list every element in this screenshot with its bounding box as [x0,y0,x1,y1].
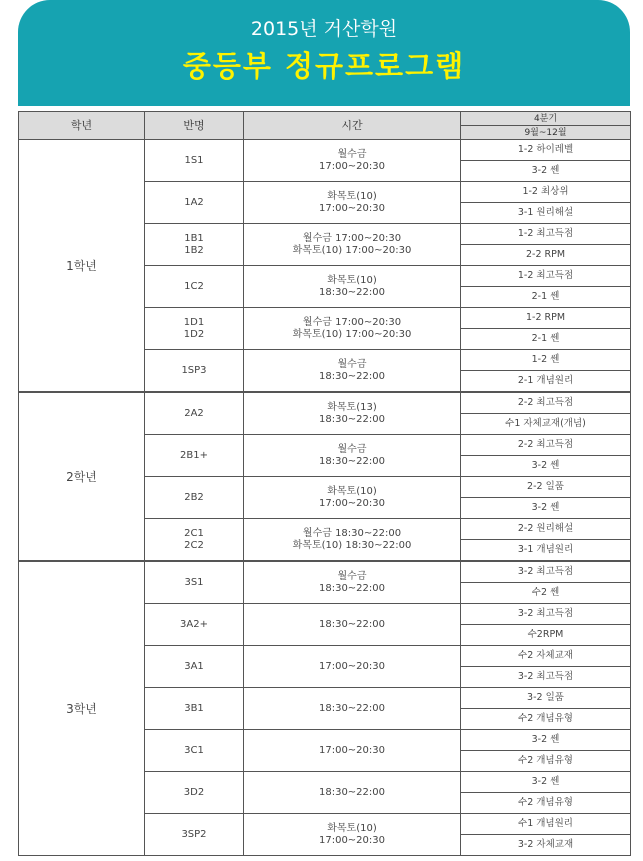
class-time: 화목토(10) 17:00~20:30 [292,328,412,340]
class-time-cell [244,140,461,182]
class-time: 월수금 18:30~22:00 [302,527,402,539]
course-cell: 수2 쎈 [461,583,631,604]
header-time: 시간 [244,112,461,140]
grade-cell: 1학년 [19,140,145,393]
class-name: 1D1 [183,316,205,328]
course-cell: 1-2 최고득점 [461,224,631,245]
course-cell: 3-2 쎈 [461,161,631,182]
course-cell: 3-2 최고득점 [461,667,631,688]
course-cell: 수2RPM [461,625,631,646]
course-cell: 3-2 최고득점 [461,561,631,583]
schedule-table [18,111,631,856]
class-time-cell [244,392,461,435]
class-time-cell [244,646,461,688]
class-name: 3A1 [184,660,204,672]
course-cell: 2-2 원리해설 [461,519,631,540]
class-time-cell [244,730,461,772]
class-name-cell [145,435,244,477]
class-time: 18:30~22:00 [318,286,385,298]
class-name: 3SP2 [181,828,207,840]
class-name: 1SP3 [181,364,207,376]
course-cell: 2-1 쎈 [461,329,631,350]
class-name-cell [145,730,244,772]
course-cell: 3-2 자체교재 [461,835,631,856]
program-title: 중등부 정규프로그램 [182,49,466,83]
class-time: 월수금 [337,358,367,370]
class-name: 2A2 [184,407,204,419]
course-cell: 2-1 개념원리 [461,371,631,393]
course-cell: 수2 개념유형 [461,793,631,814]
class-time: 월수금 [337,443,367,455]
course-cell: 2-1 쎈 [461,287,631,308]
course-cell: 3-2 최고득점 [461,604,631,625]
schedule-table-wrapper [18,111,630,856]
class-time: 17:00~20:30 [318,660,385,672]
course-cell: 1-2 하이레벨 [461,140,631,161]
class-time: 화목토(13) [327,401,377,413]
class-name-cell [145,350,244,393]
course-cell: 2-2 RPM [461,245,631,266]
course-cell: 1-2 최고득점 [461,266,631,287]
grade-cell: 2학년 [19,392,145,561]
class-name-cell [145,561,244,604]
class-time-cell [244,688,461,730]
class-name-cell [145,266,244,308]
table-row [19,140,631,161]
class-name: 1C2 [184,280,204,292]
class-time: 월수금 [337,148,367,160]
course-cell: 1-2 쎈 [461,350,631,371]
class-name: 2C1 [184,527,204,539]
header-months: 9월~12월 [461,126,631,140]
class-name: 3D2 [183,786,205,798]
class-time: 17:00~20:30 [318,497,385,509]
year-title: 2015년 거산학원 [250,18,398,40]
course-cell: 3-2 일품 [461,688,631,709]
class-time: 월수금 17:00~20:30 [302,316,402,328]
class-time-cell [244,814,461,856]
class-time-cell [244,224,461,266]
class-time: 화목토(10) [327,822,377,834]
table-row [19,392,631,414]
class-time: 18:30~22:00 [318,413,385,425]
class-name: 1S1 [184,154,204,166]
course-cell: 수2 자체교재 [461,646,631,667]
class-name-cell [145,772,244,814]
table-row [19,561,631,583]
course-cell: 3-2 쎈 [461,772,631,793]
class-name: 3C1 [184,744,204,756]
class-time: 18:30~22:00 [318,786,385,798]
class-time: 18:30~22:00 [318,618,385,630]
class-time-cell [244,477,461,519]
class-name-cell [145,519,244,562]
class-name: 3S1 [184,576,204,588]
class-name: 1B2 [184,244,204,256]
class-time: 17:00~20:30 [318,744,385,756]
class-name: 2C2 [184,539,204,551]
class-name: 1A2 [184,196,204,208]
course-cell: 수1 자체교재(개념) [461,414,631,435]
class-time: 화목토(10) [327,485,377,497]
class-name-cell [145,182,244,224]
class-time: 18:30~22:00 [318,455,385,467]
class-time: 월수금 17:00~20:30 [302,232,402,244]
header-grade: 학년 [19,112,145,140]
course-cell: 3-2 쎈 [461,498,631,519]
class-time-cell [244,435,461,477]
header-quarter: 4분기 [461,112,631,126]
class-time: 화목토(10) 17:00~20:30 [292,244,412,256]
grade-cell: 3학년 [19,561,145,856]
class-time: 18:30~22:00 [318,582,385,594]
class-time-cell [244,308,461,350]
class-time: 월수금 [337,570,367,582]
class-time: 화목토(10) [327,190,377,202]
class-name-cell [145,814,244,856]
class-time: 17:00~20:30 [318,834,385,846]
class-name: 2B2 [184,491,204,503]
class-name: 3A2+ [180,618,208,630]
course-cell: 수1 개념원리 [461,814,631,835]
class-time-cell [244,772,461,814]
course-cell: 2-2 일품 [461,477,631,498]
class-name-cell [145,477,244,519]
class-time: 18:30~22:00 [318,702,385,714]
class-name-cell [145,140,244,182]
course-cell: 2-2 최고득점 [461,392,631,414]
class-time-cell [244,350,461,393]
class-time-cell [244,561,461,604]
class-time: 화목토(10) 18:30~22:00 [292,539,412,551]
title-banner [18,0,630,106]
course-cell: 수2 개념유형 [461,709,631,730]
class-time-cell [244,182,461,224]
class-time: 화목토(10) [327,274,377,286]
class-time-cell [244,519,461,562]
class-name: 1B1 [184,232,204,244]
class-time: 18:30~22:00 [318,370,385,382]
course-cell: 2-2 최고득점 [461,435,631,456]
course-cell: 3-1 원리해설 [461,203,631,224]
class-time-cell [244,604,461,646]
class-name: 3B1 [184,702,204,714]
class-time-cell [244,266,461,308]
class-time: 17:00~20:30 [318,202,385,214]
class-name-cell [145,646,244,688]
header-class: 반명 [145,112,244,140]
class-name: 1D2 [183,328,205,340]
schedule-body [19,140,631,856]
class-name-cell [145,688,244,730]
class-name-cell [145,604,244,646]
class-name: 2B1+ [180,449,208,461]
class-time: 17:00~20:30 [318,160,385,172]
course-cell: 수2 개념유형 [461,751,631,772]
course-cell: 3-2 쎈 [461,456,631,477]
course-cell: 1-2 최상위 [461,182,631,203]
class-name-cell [145,308,244,350]
class-name-cell [145,224,244,266]
course-cell: 1-2 RPM [461,308,631,329]
class-name-cell [145,392,244,435]
course-cell: 3-1 개념원리 [461,540,631,562]
course-cell: 3-2 쎈 [461,730,631,751]
